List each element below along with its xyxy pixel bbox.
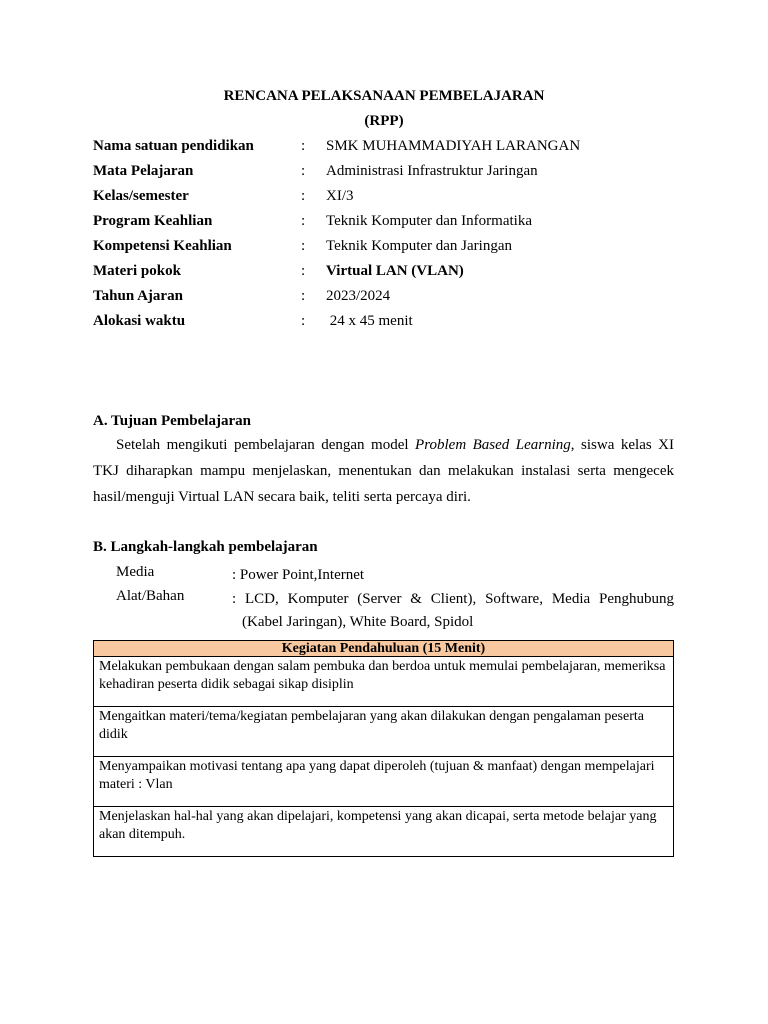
identity-value: Teknik Komputer dan Jaringan xyxy=(326,238,512,254)
identity-colon: : xyxy=(301,188,306,204)
identity-colon: : xyxy=(301,163,306,179)
identity-label: Materi pokok xyxy=(93,263,181,279)
table-row xyxy=(94,707,674,757)
table-cell: Melakukan pembukaan dengan salam pembuka dan berdoa untuk memulai pembelajaran, memeriksa kehadiran peserta didik sebagai sikap disiplin xyxy=(94,657,674,707)
table-header-row xyxy=(94,641,674,657)
identity-label: Program Keahlian xyxy=(93,213,213,229)
identity-value: SMK MUHAMMADIYAH LARANGAN xyxy=(326,138,581,154)
paragraph-text: Setelah mengikuti pembelajaran dengan model xyxy=(116,437,416,453)
identity-label: Alokasi waktu xyxy=(93,313,186,329)
table-cell: Menyampaikan motivasi tentang apa yang dapat diperoleh (tujuan & manfaat) dengan mempelajari materi : Vlan xyxy=(94,757,674,807)
alat-value xyxy=(232,588,674,634)
section-b-heading: B. Langkah-langkah pembelajaran xyxy=(93,539,318,555)
alat-value-line: (Kabel Jaringan), White Board, Spidol xyxy=(242,614,474,630)
paragraph-text: , siswa kelas XI TKJ diharapkan mampu menjelaskan, menentukan dan melakukan instalasi serta mengecek hasil/menguji Virtual LAN secara baik, teliti serta percaya diri. xyxy=(93,437,675,505)
alat-row xyxy=(116,588,674,636)
media-value: : Power Point,Internet xyxy=(232,567,365,583)
identity-colon: : xyxy=(301,313,306,329)
identity-label: Nama satuan pendidikan xyxy=(93,138,254,154)
table-cell: Menjelaskan hal-hal yang akan dipelajari, kompetensi yang akan dicapai, serta metode belajar yang akan ditempuh. xyxy=(94,807,674,857)
paragraph-italic-text: Problem Based Learning xyxy=(415,437,571,453)
identity-colon: : xyxy=(301,213,306,229)
media-row xyxy=(116,564,674,584)
table-header: Kegiatan Pendahuluan (15 Menit) xyxy=(94,641,674,657)
identity-colon: : xyxy=(301,263,306,279)
document-subtitle: (RPP) xyxy=(364,113,404,129)
identity-label: Tahun Ajaran xyxy=(93,288,183,304)
identity-value: 2023/2024 xyxy=(326,288,391,304)
identity-colon: : xyxy=(301,288,306,304)
identity-colon: : xyxy=(301,138,306,154)
identity-value: 24 x 45 menit xyxy=(326,313,413,329)
section-a-paragraph xyxy=(93,432,674,510)
identity-value: XI/3 xyxy=(326,188,354,204)
alat-label: Alat/Bahan xyxy=(116,588,185,604)
identity-label: Kelas/semester xyxy=(93,188,189,204)
identity-value: Teknik Komputer dan Informatika xyxy=(326,213,532,229)
kegiatan-pendahuluan-table xyxy=(93,640,674,857)
identity-value: Administrasi Infrastruktur Jaringan xyxy=(326,163,538,179)
table-row xyxy=(94,757,674,807)
document-title: RENCANA PELAKSANAAN PEMBELAJARAN xyxy=(223,88,545,104)
section-a-heading: A. Tujuan Pembelajaran xyxy=(93,413,251,429)
identity-colon: : xyxy=(301,238,306,254)
identity-label: Kompetensi Keahlian xyxy=(93,238,232,254)
media-label: Media xyxy=(116,564,155,580)
alat-value-line: : LCD, Komputer (Server & Client), Software, Media Penghubung xyxy=(232,591,674,607)
identity-value: Virtual LAN (VLAN) xyxy=(326,263,464,279)
table-row xyxy=(94,807,674,857)
identity-label: Mata Pelajaran xyxy=(93,163,194,179)
table-row xyxy=(94,657,674,707)
table-cell: Mengaitkan materi/tema/kegiatan pembelajaran yang akan dilakukan dengan pengalaman peserta didik xyxy=(94,707,674,757)
